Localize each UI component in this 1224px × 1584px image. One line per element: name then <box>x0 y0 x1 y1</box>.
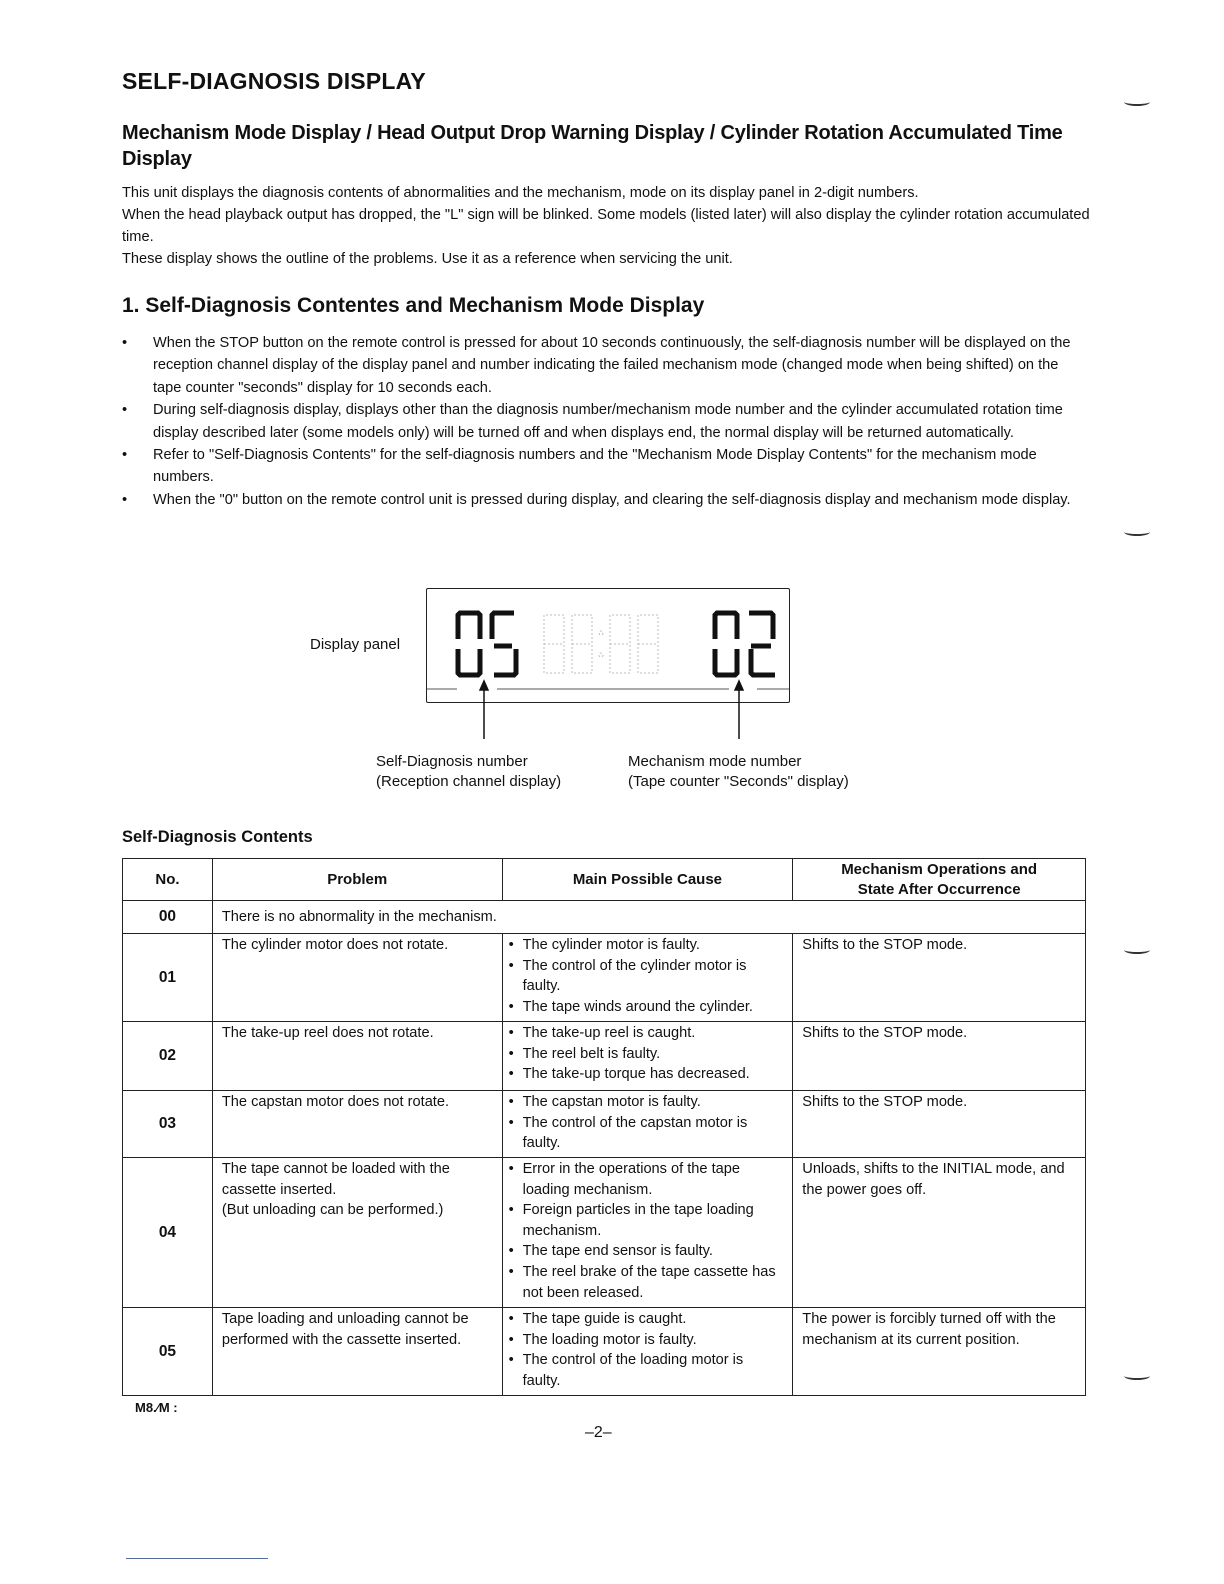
table-row <box>123 1308 1086 1396</box>
state-text: Shifts to the STOP mode. <box>802 1025 968 1041</box>
row-number: 00 <box>123 901 213 934</box>
binding-mark <box>1124 1372 1150 1380</box>
display-panel <box>426 588 790 703</box>
header-state: Mechanism Operations and State After Occurrence <box>793 859 1086 901</box>
section-title: 1. Self-Diagnosis Contentes and Mechanism Mode Display <box>122 294 705 317</box>
state-cell <box>793 1158 1086 1308</box>
intro-paragraph-2: When the head playback output has dropped, the "L" sign will be blinked. Some models (listed later) will also display the cylinder rotation accumulated time. <box>122 207 1090 245</box>
inactive-counter-digits <box>544 615 658 673</box>
table-title: Self-Diagnosis Contents <box>122 828 313 846</box>
state-cell <box>793 1022 1086 1091</box>
cause-item: • The control of the capstan motor is faulty. <box>509 1113 785 1154</box>
problem-text: The cylinder motor does not rotate. <box>221 937 449 953</box>
row-number: 02 <box>123 1022 213 1091</box>
table-row <box>123 1158 1086 1308</box>
bullet-icon: • <box>122 491 128 508</box>
problem-text: Tape loading and unloading cannot be performed with the cassette inserted. <box>221 1311 469 1348</box>
problem-text: (But unloading can be performed.) <box>221 1202 444 1219</box>
cause-item: • The tape guide is caught. <box>509 1309 785 1330</box>
row-number: 04 <box>123 1158 213 1308</box>
cause-cell <box>502 934 793 1022</box>
intro-paragraph-1: This unit displays the diagnosis contents of abnormalities and the mechanism, mode on its display panel in 2-digit numbers. <box>122 185 919 201</box>
state-text: The power is forcibly turned off with the mechanism at its current position. <box>802 1311 1056 1348</box>
self-diagnosis-number-caption: Self-Diagnosis number (Reception channel display) <box>376 753 562 790</box>
cause-cell <box>502 1158 793 1308</box>
cause-item: • Error in the operations of the tape loading mechanism. <box>509 1159 785 1200</box>
cause-item: • The capstan motor is faulty. <box>509 1092 785 1113</box>
problem-cell <box>212 1308 502 1396</box>
table-row <box>123 1091 1086 1158</box>
cause-item: • The reel belt is faulty. <box>509 1044 785 1065</box>
list-item <box>122 399 1084 444</box>
mechanism-mode-number-caption: Mechanism mode number (Tape counter "Seconds" display) <box>628 753 849 790</box>
pointer-arrows <box>480 681 743 739</box>
binding-mark <box>1124 946 1150 954</box>
bullet-text: During self-diagnosis display, displays other than the diagnosis number/mechanism mode number and the cylinder accumulated rotation time display described later (some models only) will be turned off and when displays end, the normal display will be returned automatically. <box>153 402 1063 441</box>
table-row <box>123 1022 1086 1091</box>
table-header-row <box>123 859 1086 901</box>
bullet-icon: • <box>122 335 128 351</box>
bullet-icon: • <box>122 447 128 464</box>
cause-item: • The take-up reel is caught. <box>509 1023 785 1044</box>
cause-cell <box>502 1308 793 1396</box>
intro-text <box>122 182 1097 270</box>
header-cause: Main Possible Cause <box>502 859 793 901</box>
bullet-icon: • <box>122 402 128 419</box>
binding-mark <box>1124 98 1150 106</box>
row-text: There is no abnormality in the mechanism. <box>212 901 1085 934</box>
cause-cell <box>502 1091 793 1158</box>
page-number: –2– <box>585 1424 612 1441</box>
list-item <box>122 489 1084 511</box>
binding-mark <box>1124 528 1150 536</box>
table-row <box>123 934 1086 1022</box>
self-diagnosis-digits <box>458 613 516 675</box>
bullet-text: When the "0" button on the remote control unit is pressed during display, and clearing the self-diagnosis display and mechanism mode display. <box>153 491 1071 508</box>
state-cell <box>793 1308 1086 1396</box>
state-text: Shifts to the STOP mode. <box>802 1094 968 1110</box>
cause-cell <box>502 1022 793 1091</box>
cause-item: • The loading motor is faulty. <box>509 1330 785 1351</box>
header-problem: Problem <box>212 859 502 901</box>
bullet-text: When the STOP button on the remote control is pressed for about 10 seconds continuously, the self-diagnosis number will be displayed on the reception channel display of the display panel and number indicating the failed mechanism mode (changed mode when being shifted) on the tape counter "seconds" display for 10 seconds each. <box>153 335 1071 396</box>
cause-item: • The tape winds around the cylinder. <box>509 997 785 1018</box>
problem-cell <box>212 934 502 1022</box>
cause-item: • Foreign particles in the tape loading mechanism. <box>509 1200 785 1241</box>
table-row <box>123 901 1086 934</box>
bottom-rule <box>126 1558 268 1559</box>
problem-cell <box>212 1091 502 1158</box>
cause-item: • The take-up torque has decreased. <box>509 1064 785 1085</box>
list-item <box>122 332 1084 399</box>
state-cell <box>793 1091 1086 1158</box>
problem-text: The tape cannot be loaded with the cassette inserted. <box>221 1161 450 1198</box>
bullet-list <box>122 332 1084 511</box>
state-text: Unloads, shifts to the INITIAL mode, and the power goes off. <box>802 1161 1065 1198</box>
bullet-text: Refer to "Self-Diagnosis Contents" for the self-diagnosis numbers and the "Mechanism Mode Display Contents" for the mechanism mode numbers. <box>153 447 1037 486</box>
problem-text: The take-up reel does not rotate. <box>221 1025 434 1041</box>
display-panel-label: Display panel <box>310 636 401 653</box>
self-diagnosis-table <box>122 858 1086 1396</box>
footer-code: M8.⁄M : <box>135 1400 178 1415</box>
state-text: Shifts to the STOP mode. <box>802 937 968 953</box>
cause-item: • The reel brake of the tape cassette has not been released. <box>509 1262 785 1303</box>
row-number: 01 <box>123 934 213 1022</box>
state-cell <box>793 934 1086 1022</box>
intro-paragraph-3: These display shows the outline of the problems. Use it as a reference when servicing the unit. <box>122 251 733 267</box>
list-item <box>122 444 1084 489</box>
row-number: 03 <box>123 1091 213 1158</box>
page-title: SELF-DIAGNOSIS DISPLAY <box>122 68 426 94</box>
cause-item: • The control of the loading motor is faulty. <box>509 1350 785 1391</box>
display-panel-figure <box>427 589 789 739</box>
problem-cell <box>212 1158 502 1308</box>
header-no: No. <box>123 859 213 901</box>
cause-item: • The cylinder motor is faulty. <box>509 935 785 956</box>
row-number: 05 <box>123 1308 213 1396</box>
page-subtitle: Mechanism Mode Display / Head Output Drop Warning Display / Cylinder Rotation Accumulated Time Display <box>122 122 1063 170</box>
cause-item: • The control of the cylinder motor is faulty. <box>509 956 785 997</box>
cause-item: • The tape end sensor is faulty. <box>509 1241 785 1262</box>
mechanism-mode-digits <box>715 613 775 675</box>
problem-text: The capstan motor does not rotate. <box>221 1094 450 1110</box>
problem-cell <box>212 1022 502 1091</box>
